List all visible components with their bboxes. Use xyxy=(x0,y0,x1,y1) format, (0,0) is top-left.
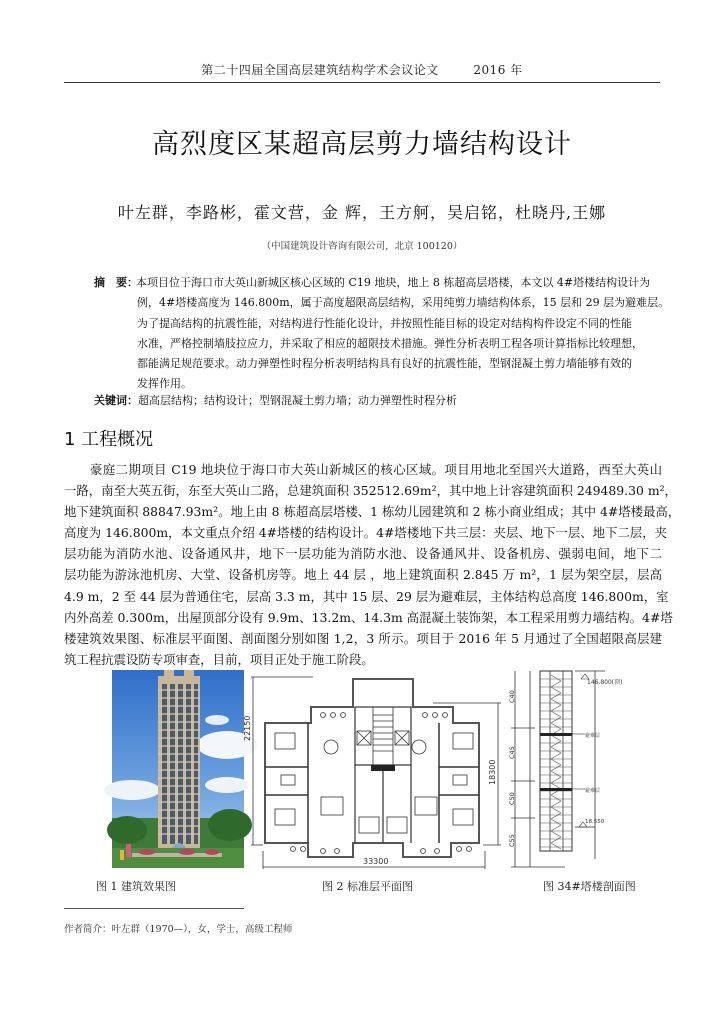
keywords xyxy=(94,392,457,408)
affiliation: （中国建筑设计咨询有限公司，北京 100120） xyxy=(261,241,463,252)
section-drawing xyxy=(505,667,650,869)
refuge-floor-label: 避难层 xyxy=(585,788,601,794)
header-rule xyxy=(64,82,660,83)
floor-plan-drawing xyxy=(243,667,515,869)
conference-name: 第二十四届全国高层建筑结构学术会议论文 xyxy=(201,63,439,77)
figure-1-rendering xyxy=(112,670,244,868)
body-line: 筑工程抗震设防专项审查，目前，项目正处于施工阶段。 xyxy=(64,651,374,667)
grade-c45: C45 xyxy=(508,746,516,759)
conference-year: 2016 年 xyxy=(473,63,523,77)
elevation-top: 146.800(顶) xyxy=(587,679,623,686)
figure-1-caption: 图 1 建筑效果图 xyxy=(96,880,176,893)
author-footnote: 作者简介：叶左群（1970—），女，学士，高级工程师 xyxy=(64,924,293,935)
body-line: 豪庭二期项目 C19 地块位于海口市大英山新城区的核心区域。项目用地北至国兴大道路，西至大英山 xyxy=(90,462,662,477)
abstract-line: 摘 要：本项目位于海口市大英山新城区核心区域的 C19 地块，地上 8 栋超高层塔楼，本文以 4#塔楼结构设计为 xyxy=(94,273,654,293)
figure-3-section xyxy=(505,667,650,869)
abstract-label: 摘 要： xyxy=(94,276,138,289)
body-line: 层功能为消防水池、设备通风井，地下一层功能为消防水池、设备通风井、设备机房、强弱电间，地下二 xyxy=(64,546,662,562)
refuge-floor-label: 避难层 xyxy=(585,733,601,739)
body-line: 地下建筑面积 88847.93m²。地上由 8 栋超高层塔楼、1 栋幼儿园建筑和 2 栋小商业组成；其中 4#塔楼最高， xyxy=(64,504,681,520)
abstract-line: 发挥作用。 xyxy=(137,377,192,391)
keywords-text: 超高层结构；结构设计；型钢混凝土剪力墙；动力弹塑性时程分析 xyxy=(138,394,457,407)
figure-3-caption: 图 34#塔楼剖面图 xyxy=(543,880,636,893)
figure-2-caption: 图 2 标准层平面图 xyxy=(322,880,413,893)
section-heading: 1 工程概况 xyxy=(64,429,154,450)
body-line: 4.9 m，2 至 44 层为普通住宅，层高 3.3 m，其中 15 层、29 层为避难层，主体结构总高度 146.800m，室 xyxy=(64,588,669,604)
abstract-line: 例，4#塔楼高度为 146.800m，属于高度超限高层结构，采用纯剪力墙结构体系，15 层和 29 层为避难层。 xyxy=(137,296,670,310)
footnote-rule xyxy=(64,908,244,909)
body-line: 一路，南至大英五街，东至大英山二路，总建筑面积 352512.69m²，其中地上计容建筑面积 249489.30 m²， xyxy=(64,483,677,499)
dim-height-left: 22150 xyxy=(243,715,252,741)
abstract-line: 都能满足规范要求。动力弹塑性时程分析表明结构具有良好的抗震性能，型钢混凝土剪力墙能够有效的 xyxy=(137,357,632,371)
body-line: 层功能为游泳池机房、大堂、设备机房等。地上 44 层 ，地上建筑面积 2.845 万 m²，1 层为架空层，层高 xyxy=(64,567,662,583)
grade-c55: C55 xyxy=(508,834,516,847)
grade-c50: C50 xyxy=(508,792,516,805)
abstract xyxy=(94,273,670,395)
grade-c40: C40 xyxy=(508,690,516,703)
tower-rendering-image xyxy=(112,670,244,868)
elevation-mid: 18.550 xyxy=(585,819,605,825)
figure-2-floor-plan xyxy=(243,667,515,869)
running-header xyxy=(0,61,724,78)
keywords-label: 关键词： xyxy=(94,394,138,407)
body-line: 高度为 146.800m，本文重点介绍 4#塔楼的结构设计。4#塔楼地下共三层：夹层、地下一层、地下二层，夹 xyxy=(64,525,668,541)
section-body xyxy=(64,459,681,670)
paper-title: 高烈度区某超高层剪力墙结构设计 xyxy=(152,129,572,160)
dim-width: 33300 xyxy=(363,857,389,866)
dim-height-right: 18300 xyxy=(488,759,497,785)
abstract-line: 为了提高结构的抗震性能，对结构进行性能化设计，并按照性能目标的设定对结构构件设定不同的性能 xyxy=(137,316,632,330)
body-line: 楼建筑效果图、标准层平面图、剖面图分别如图 1,2，3 所示。项目于 2016 年 5 月通过了全国超限高层建 xyxy=(64,630,662,646)
abstract-line: 水准，严格控制墙肢拉应力，并采取了相应的超限技术措施。弹性分析表明工程各项计算指标比较理想， xyxy=(137,336,643,350)
body-line: 内外高差 0.300m，出屋顶部分设有 9.9m、13.2m、14.3m 高混凝土装饰架，本工程采用剪力墙结构。4#塔 xyxy=(64,609,673,625)
author-list: 叶左群，李路彬，霍文营，金 辉，王方舸，吴启铭，杜晓丹,王娜 xyxy=(117,203,607,222)
